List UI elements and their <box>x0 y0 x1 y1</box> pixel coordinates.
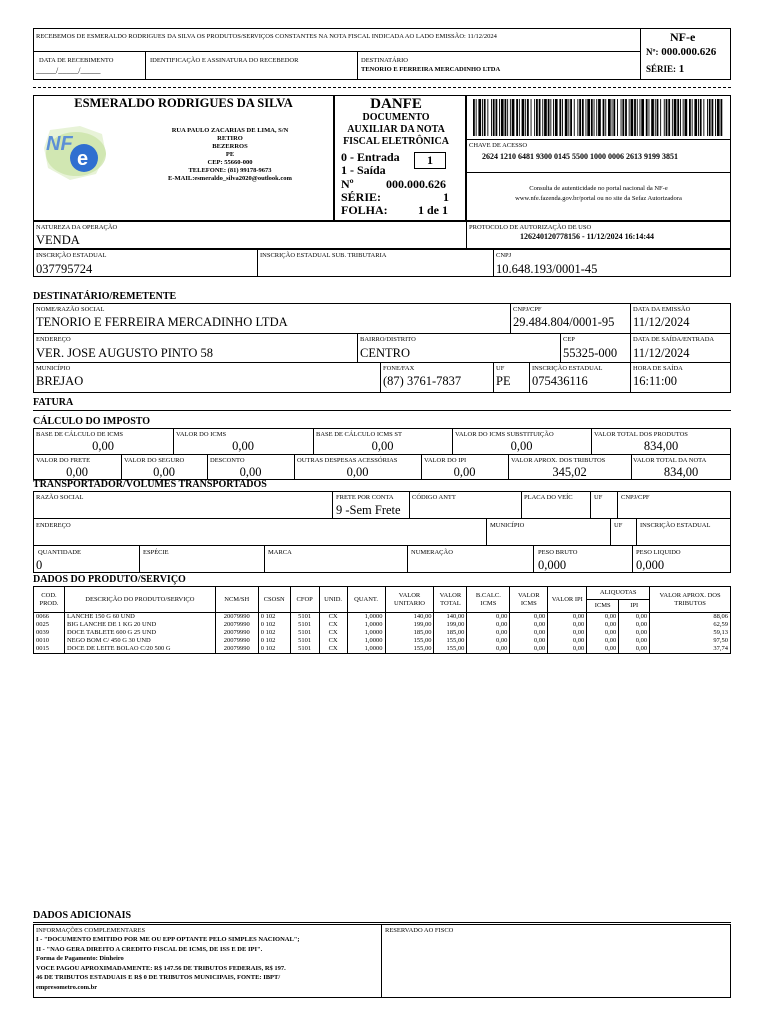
cell-vicms: 0,00 <box>510 621 548 629</box>
imp-total-prod-label: VALOR TOTAL DOS PRODUTOS <box>594 431 688 438</box>
natureza-label: NATUREZA DA OPERAÇÃO <box>36 224 118 231</box>
fisco-label: RESERVADO AO FISCO <box>385 927 454 934</box>
dest-ie-label: INSCRIÇÃO ESTADUAL <box>532 365 603 372</box>
cell-cfop: 5101 <box>290 645 319 654</box>
imp-ipi: 0,00 <box>453 465 476 479</box>
danfe-numero-value: 000.000.626 <box>386 177 446 191</box>
cell-tributos: 62,59 <box>650 621 731 629</box>
dest-uf: PE <box>496 374 511 388</box>
transp-frete-label: FRETE POR CONTA <box>336 494 394 501</box>
danfe-title: DANFE <box>370 96 422 112</box>
imp-st-label: VALOR DO ICMS SUBSTITUIÇÃO <box>455 431 554 438</box>
imp-frete: 0,00 <box>66 465 88 479</box>
cell-descricao: DOCE TABLETE 600 G 25 UND <box>64 629 215 637</box>
cell-vicms: 0,00 <box>510 645 548 654</box>
canhoto-destinatario-label: DESTINATÁRIO <box>361 57 408 64</box>
table-row <box>34 629 731 637</box>
cell-csosn: 0 102 <box>258 645 290 654</box>
th-tributos: VALOR APROX. DOS TRIBUTOS <box>650 587 731 613</box>
cell-aliq-icms: 0,00 <box>587 629 619 637</box>
dest-hora-label: HORA DE SAÍDA <box>633 365 683 372</box>
table-row <box>34 621 731 629</box>
cell-quant: 1,0000 <box>347 637 385 645</box>
canhoto-numero: Nº: 000.000.626 <box>646 46 717 58</box>
danfe-subtitle: DOCUMENTO AUXILIAR DA NOTA FISCAL ELETRÔNICA <box>343 112 449 147</box>
cell-vipi: 0,00 <box>548 645 587 654</box>
natureza-value: VENDA <box>36 233 80 247</box>
th-descricao: DESCRIÇÃO DO PRODUTO/SERVIÇO <box>64 587 215 613</box>
table-row <box>34 637 731 645</box>
cell-bcicms: 0,00 <box>467 629 510 637</box>
cell-tributos: 97,50 <box>650 637 731 645</box>
cell-vipi: 0,00 <box>548 637 587 645</box>
th-aliq-ipi: IPI <box>619 600 650 613</box>
cell-bcicms: 0,00 <box>467 645 510 654</box>
danfe-folha-label: FOLHA: <box>341 203 388 217</box>
cell-aliq-icms: 0,00 <box>587 645 619 654</box>
dest-bairro-label: BAIRRO/DISTRITO <box>360 336 416 343</box>
cell-descricao: NEGO BOM C/ 450 G 30 UND <box>64 637 215 645</box>
transp-peso-bruto-label: PESO BRUTO <box>538 549 578 556</box>
th-vipi: VALOR IPI <box>548 587 587 613</box>
cell-aliq-ipi: 0,00 <box>619 629 650 637</box>
svg-text:e: e <box>77 148 89 170</box>
imp-desconto: 0,00 <box>239 465 262 479</box>
imp-bc-st: 0,00 <box>371 439 394 453</box>
cell-aliq-ipi: 0,00 <box>619 645 650 654</box>
cell-vunit: 155,00 <box>385 637 434 645</box>
cell-ncm: 20079990 <box>215 613 258 622</box>
dest-cnpj-label: CNPJ/CPF <box>513 306 542 313</box>
th-quant: QUANT. <box>347 587 385 613</box>
transp-placa-label: PLACA DO VEÍC <box>524 494 573 501</box>
cell-vtotal: 155,00 <box>434 637 467 645</box>
cell-unid: CX <box>319 629 347 637</box>
danfe-numero-label: Nº <box>341 177 354 191</box>
transp-razao-label: RAZÃO SOCIAL <box>36 494 84 501</box>
cell-tributos: 88,06 <box>650 613 731 622</box>
cell-aliq-ipi: 0,00 <box>619 621 650 629</box>
imp-bc-st-label: BASE DE CÁLCULO ICMS ST <box>316 431 402 438</box>
emitente-address: RUA PAULO ZACARIAS DE LIMA, S/N RETIRO BEZERROS PE CEP: 55660-000 TELEFONE: (81) 99178-9673 E-MAIL:esmeraldo_silva2020@outlook.com <box>168 127 292 182</box>
imp-total-nota-label: VALOR TOTAL DA NOTA <box>633 457 707 464</box>
danfe-serie-value: 1 <box>443 190 449 204</box>
cell-aliq-icms: 0,00 <box>587 621 619 629</box>
imp-total-prod: 834,00 <box>643 439 679 453</box>
fatura-section: FATURA <box>33 397 74 408</box>
cell-vunit: 199,00 <box>385 621 434 629</box>
transportador-section: TRANSPORTADOR/VOLUMES TRANSPORTADOS <box>33 479 267 490</box>
danfe-saida: 1 - Saída <box>341 163 386 177</box>
transp-especie-label: ESPÉCIE <box>143 549 169 556</box>
cell-tributos: 59,13 <box>650 629 731 637</box>
dest-cnpj: 29.484.804/0001-95 <box>513 315 615 329</box>
th-vtotal: VALOR TOTAL <box>434 587 467 613</box>
dest-cep: 55325-000 <box>563 346 618 360</box>
chave-label: CHAVE DE ACESSO <box>469 142 528 149</box>
ie-label: INSCRIÇÃO ESTADUAL <box>36 252 107 259</box>
canhoto-destinatario-value: TENORIO E FERREIRA MERCADINHO LTDA <box>361 66 501 73</box>
canhoto-nfe-label: NF-e <box>670 30 696 44</box>
imposto-section: CÁLCULO DO IMPOSTO <box>33 416 151 427</box>
cell-vunit: 155,00 <box>385 645 434 654</box>
cell-bcicms: 0,00 <box>467 613 510 622</box>
transp-marca-label: MARCA <box>268 549 292 556</box>
th-vunit: VALOR UNITARIO <box>385 587 434 613</box>
dest-endereco-label: ENDEREÇO <box>36 336 71 343</box>
cell-descricao: BIG LANCHE DE 1 KG 20 UND <box>64 621 215 629</box>
transp-peso-bruto: 0,000 <box>538 558 567 572</box>
transp-antt-label: CÓDIGO ANTT <box>412 494 456 501</box>
th-cfop: CFOP <box>290 587 319 613</box>
th-aliq-icms: ICMS <box>587 600 619 613</box>
cell-ncm: 20079990 <box>215 645 258 654</box>
cell-aliq-icms: 0,00 <box>587 613 619 622</box>
chave-consulta: Consulta de autenticidade no portal nacional da NF-e www.nfe.fazenda.gov.br/portal ou no site da Sefaz Autorizadora <box>515 185 682 202</box>
imp-aprox-label: VALOR APROX. DOS TRIBUTOS <box>511 457 606 464</box>
imp-seguro-label: VALOR DO SEGURO <box>124 457 185 464</box>
cell-cfop: 5101 <box>290 621 319 629</box>
cnpj-label: CNPJ <box>496 252 512 259</box>
dest-municipio-label: MUNICÍPIO <box>36 365 71 372</box>
cell-quant: 1,0000 <box>347 621 385 629</box>
barcode <box>473 99 725 136</box>
transp-ie-label: INSCRIÇÃO ESTADUAL <box>640 522 711 529</box>
cell-quant: 1,0000 <box>347 645 385 654</box>
cell-cfop: 5101 <box>290 637 319 645</box>
imp-icms: 0,00 <box>232 439 254 453</box>
produtos-table <box>33 586 731 654</box>
cell-vipi: 0,00 <box>548 621 587 629</box>
imp-outras-label: OUTRAS DESPESAS ACESSÓRIAS <box>297 457 398 464</box>
imp-frete-label: VALOR DO FRETE <box>36 457 91 464</box>
protocolo-label: PROTOCOLO DE AUTORIZAÇÃO DE USO <box>469 224 592 231</box>
transp-frete: 9 -Sem Frete <box>336 503 401 517</box>
dest-saida: 11/12/2024 <box>633 346 690 360</box>
canhoto-serie: SÉRIE: 1 <box>646 63 685 75</box>
canhoto-statement: RECEBEMOS DE ESMERALDO RODRIGUES DA SILVA OS PRODUTOS/SERVIÇOS CONSTANTES NA NOTA FISCAL INDICADA AO LADO EMISSÃO: 11/12/2024 <box>36 33 497 40</box>
dest-endereco: VER. JOSE AUGUSTO PINTO 58 <box>36 346 213 360</box>
dest-emissao-label: DATA DA EMISSÃO <box>633 306 691 313</box>
table-row <box>34 613 731 622</box>
cell-unid: CX <box>319 621 347 629</box>
cell-ncm: 20079990 <box>215 637 258 645</box>
dest-fone: (87) 3761-7837 <box>383 374 462 388</box>
danfe-folha-value: 1 de 1 <box>418 203 448 217</box>
imp-bc-icms: 0,00 <box>92 439 114 453</box>
chave-value: 2624 1210 6481 9300 0145 5500 1000 0006 2613 9199 3851 <box>482 152 678 161</box>
nfe-logo <box>40 124 112 182</box>
th-ncm: NCM/SH <box>215 587 258 613</box>
cell-csosn: 0 102 <box>258 637 290 645</box>
dest-emissao: 11/12/2024 <box>633 315 690 329</box>
imp-total-nota: 834,00 <box>663 465 699 479</box>
cell-bcicms: 0,00 <box>467 637 510 645</box>
transp-uf2-label: UF <box>614 522 623 529</box>
dest-bairro: CENTRO <box>360 346 410 360</box>
dest-saida-label: DATA DE SAÍDA/ENTRADA <box>633 336 715 343</box>
transp-qtd: 0 <box>36 558 43 572</box>
cell-descricao: LANCHE 150 G 60 UND <box>64 613 215 622</box>
cell-cod: 0010 <box>34 637 65 645</box>
dest-uf-label: UF <box>496 365 505 372</box>
dest-fone-label: FONE/FAX <box>383 365 415 372</box>
cell-vtotal: 199,00 <box>434 621 467 629</box>
danfe-serie-label: SÉRIE: <box>341 190 382 204</box>
ie-st-label: INSCRIÇÃO ESTADUAL SUB. TRIBUTARIA <box>260 252 387 259</box>
cell-vicms: 0,00 <box>510 637 548 645</box>
identificacao-label: IDENTIFICAÇÃO E ASSINATURA DO RECEBEDOR <box>150 57 299 64</box>
info-text: I - "DOCUMENTO EMITIDO POR ME OU EPP OPTANTE PELO SIMPLES NACIONAL"; II - "NAO GERA DIREITO A CREDITO FISCAL DE ICMS, DE ISS E DE IPI". Forma de Pagamento: Dinheiro VOCE PAGOU APROXIMADAMENTE: R$ 147.56 DE TRIBUTOS FEDERAIS, R$ 197. 46 DE TRIBUTOS ESTADUAIS E R$ 0 DE TRIBUTOS MUNICIPAIS, FONTE: IBPT/ empresometro.com.br <box>36 936 300 991</box>
imp-st: 0,00 <box>510 439 533 453</box>
cell-unid: CX <box>319 645 347 654</box>
cell-vtotal: 185,00 <box>434 629 467 637</box>
imp-ipi-label: VALOR DO IPI <box>424 457 467 464</box>
cell-csosn: 0 102 <box>258 621 290 629</box>
cell-cod: 0039 <box>34 629 65 637</box>
data-recebimento-label: DATA DE RECEBIMENTO <box>39 57 114 64</box>
cell-vunit: 185,00 <box>385 629 434 637</box>
dest-ie: 075436116 <box>532 374 588 388</box>
th-aliquotas: ALIQUOTAS <box>587 587 650 600</box>
dest-cep-label: CEP <box>563 336 575 343</box>
cell-vtotal: 140,00 <box>434 613 467 622</box>
cell-cod: 0066 <box>34 613 65 622</box>
dest-nome: TENORIO E FERREIRA MERCADINHO LTDA <box>36 315 288 329</box>
emitente-name: ESMERALDO RODRIGUES DA SILVA <box>74 96 293 110</box>
cnpj-value: 10.648.193/0001-45 <box>496 262 598 276</box>
cell-tributos: 37,74 <box>650 645 731 654</box>
imp-seguro: 0,00 <box>153 465 175 479</box>
cell-cfop: 5101 <box>290 629 319 637</box>
cell-quant: 1,0000 <box>347 613 385 622</box>
data-recebimento-value[interactable]: _____/_____/_____ <box>36 66 101 75</box>
danfe-tipo: 1 <box>414 152 446 169</box>
th-csosn: CSOSN <box>258 587 290 613</box>
cell-cfop: 5101 <box>290 613 319 622</box>
cell-csosn: 0 102 <box>258 613 290 622</box>
danfe-entrada: 0 - Entrada <box>341 150 400 164</box>
adicionais-section: DADOS ADICIONAIS <box>33 910 132 921</box>
cell-vicms: 0,00 <box>510 629 548 637</box>
dest-nome-label: NOME/RAZÃO SOCIAL <box>36 306 105 313</box>
imp-outras: 0,00 <box>346 465 369 479</box>
cell-aliq-icms: 0,00 <box>587 637 619 645</box>
transp-cnpj-label: CNPJ/CPF <box>621 494 650 501</box>
dest-municipio: BREJAO <box>36 374 84 388</box>
imp-icms-label: VALOR DO ICMS <box>176 431 227 438</box>
cell-vicms: 0,00 <box>510 613 548 622</box>
protocolo-value: 126240120778156 - 11/12/2024 16:14:44 <box>520 232 654 241</box>
cell-vtotal: 155,00 <box>434 645 467 654</box>
cell-cod: 0025 <box>34 621 65 629</box>
th-bcicms: B.CALC. ICMS <box>467 587 510 613</box>
cell-bcicms: 0,00 <box>467 621 510 629</box>
cell-aliq-ipi: 0,00 <box>619 637 650 645</box>
produtos-section: DADOS DO PRODUTO/SERVIÇO <box>33 574 186 585</box>
cell-descricao: DOCE DE LEITE BOLAO C/20 500 G <box>64 645 215 654</box>
imp-bc-icms-label: BASE DE CÁLCULO DE ICMS <box>36 431 124 438</box>
cell-ncm: 20079990 <box>215 629 258 637</box>
info-label: INFORMAÇÕES COMPLEMENTARES <box>36 927 146 934</box>
imp-aprox: 345,02 <box>552 465 587 479</box>
cell-vipi: 0,00 <box>548 629 587 637</box>
cell-ncm: 20079990 <box>215 621 258 629</box>
cell-csosn: 0 102 <box>258 629 290 637</box>
th-cod: COD. PROD. <box>34 587 65 613</box>
transp-peso-liquido-label: PESO LIQUIDO <box>636 549 681 556</box>
transp-endereco-label: ENDEREÇO <box>36 522 71 529</box>
imp-desconto-label: DESCONTO <box>210 457 245 464</box>
cell-cod: 0015 <box>34 645 65 654</box>
transp-peso-liquido: 0,000 <box>636 558 665 572</box>
th-unid: UNID. <box>319 587 347 613</box>
transp-qtd-label: QUANTIDADE <box>38 549 81 556</box>
table-row <box>34 645 731 654</box>
cell-aliq-ipi: 0,00 <box>619 613 650 622</box>
cell-vipi: 0,00 <box>548 613 587 622</box>
destinatario-section: DESTINATÁRIO/REMETENTE <box>33 291 177 302</box>
transp-municipio-label: MUNICÍPIO <box>490 522 525 529</box>
cell-vunit: 140,00 <box>385 613 434 622</box>
th-vicms: VALOR ICMS <box>510 587 548 613</box>
cell-unid: CX <box>319 637 347 645</box>
cell-unid: CX <box>319 613 347 622</box>
svg-text:NF: NF <box>46 133 73 155</box>
transp-numeracao-label: NUMERAÇÃO <box>411 549 453 556</box>
dest-hora: 16:11:00 <box>633 374 677 388</box>
cell-quant: 1,0000 <box>347 629 385 637</box>
ie-value: 037795724 <box>36 262 93 276</box>
transp-uf-label: UF <box>594 494 603 501</box>
